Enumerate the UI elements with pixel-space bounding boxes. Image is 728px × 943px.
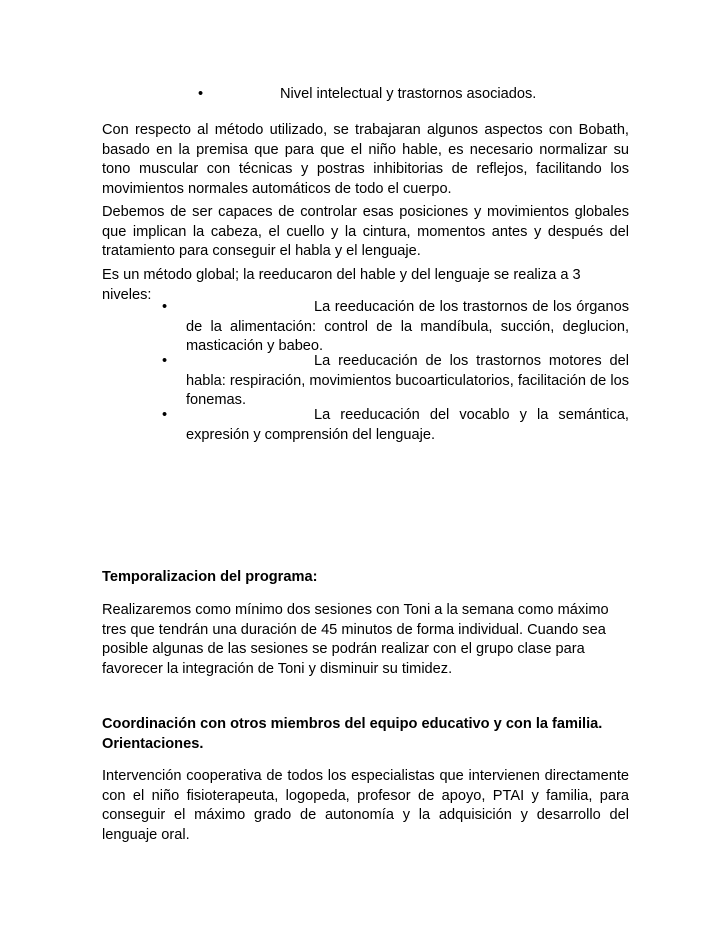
heading-coordinacion-line1: Coordinación con otros miembros del equipo educativo y con la familia. [102, 716, 603, 732]
heading-coordinacion [102, 715, 629, 754]
heading-temporalizacion: Temporalizacion del programa: [102, 569, 318, 585]
bullet-icon: • [198, 86, 204, 102]
paragraph-metodo-global: Es un método global; la reeducaron del hable y del lenguaje se realiza a 3 niveles: [102, 267, 581, 303]
list-item-text: La reeducación de los trastornos motores del habla: respiración, movimientos bucoarticulatorios, facilitación de los fonemas. [186, 353, 629, 409]
list-item-text: La reeducación de los trastornos de los órganos de la alimentación: control de la mandíbula, succión, deglucion, masticación y babeo. [186, 299, 629, 355]
paragraph-posiciones: Debemos de ser capaces de controlar esas posiciones y movimientos globales que implican la cabeza, el cuello y la cintura, momentos antes y después del tratamiento para conseguir el habla y el lenguaje. [102, 204, 629, 260]
list-item-text: La reeducación del vocablo y la semántica, expresión y comprensión del lenguaje. [186, 407, 629, 443]
paragraph-bobath: Con respecto al método utilizado, se trabajaran algunos aspectos con Bobath, basado en la premisa que para que el niño hable, es necesario normalizar su tono muscular con técnicas y postras inhibitorias de reflejos, facilitando los movimientos normales automáticos de todo el cuerpo. [102, 122, 629, 198]
bullet-icon: • [162, 407, 168, 423]
bullet-text: Nivel intelectual y trastornos asociados. [280, 86, 537, 102]
list-item [162, 406, 629, 445]
heading-coordinacion-line2: Orientaciones. [102, 735, 204, 752]
list-item [162, 352, 629, 411]
bullet-icon: • [162, 353, 168, 369]
paragraph-coordinacion: Intervención cooperativa de todos los especialistas que intervienen directamente con el niño fisioterapeuta, logopeda, profesor de apoyo, PTAI y familia, para conseguir el máximo grado de autonomía y la adquisición y desarrollo del lenguaje oral. [102, 768, 629, 844]
paragraph-temporalizacion: Realizaremos como mínimo dos sesiones con Toni a la semana como máximo tres que tendrán una duración de 45 minutos de forma individual. Cuando sea posible algunas de las sesiones se podrán realizar con el grupo clase para favorecer la integración de Toni y disminuir su timidez. [102, 602, 609, 678]
list-item [162, 298, 629, 357]
bullet-icon: • [162, 299, 168, 315]
